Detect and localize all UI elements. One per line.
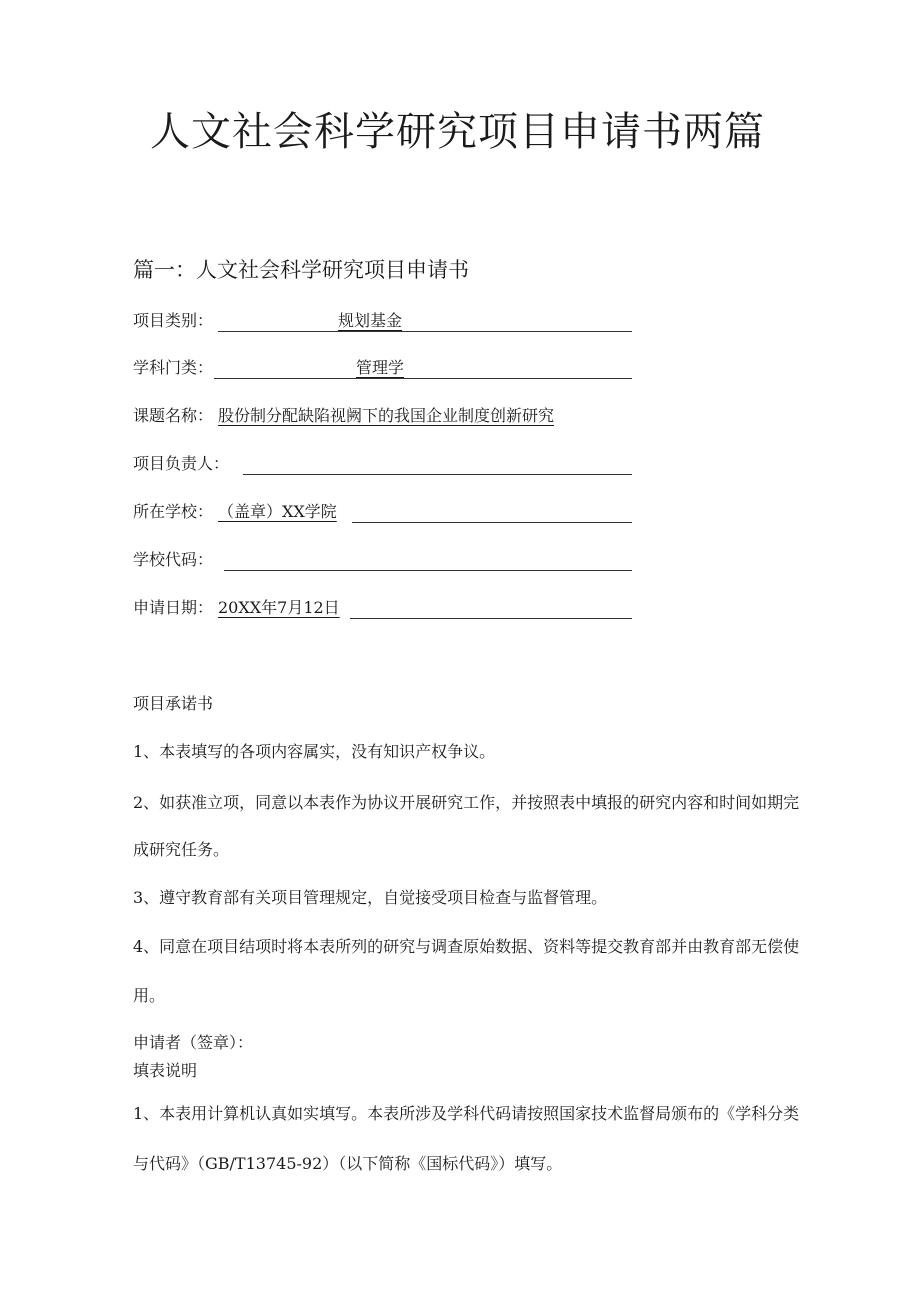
field-school-code <box>0 549 920 573</box>
field-underline <box>218 331 632 332</box>
field-value: （盖章）XX学院 <box>218 502 337 521</box>
field-label: 所在学校： <box>133 502 214 521</box>
field-underline <box>214 378 632 379</box>
field-topic-name <box>0 405 920 429</box>
instructions-item: 1、本表用计算机认真如实填写。本表所涉及学科代码请按照国家技术监督局颁布的《学科分类 <box>133 1104 800 1123</box>
field-school <box>0 501 920 525</box>
field-label: 项目负责人： <box>133 454 230 473</box>
field-label: 课题名称： <box>133 406 214 425</box>
pledge-heading: 项目承诺书 <box>133 694 214 713</box>
field-underline <box>350 618 632 619</box>
pledge-item: 2、如获准立项，同意以本表作为协议开展研究工作，并按照表中填报的研究内容和时间如期完 <box>133 793 800 812</box>
field-underline <box>243 474 632 475</box>
field-label: 申请日期： <box>133 598 214 617</box>
field-discipline <box>0 357 920 381</box>
section-subtitle: 篇一：人文社会科学研究项目申请书 <box>133 258 469 282</box>
pledge-signature: 申请者（签章）： <box>133 1033 254 1052</box>
pledge-item: 用。 <box>133 986 166 1005</box>
pledge-item: 3、遵守教育部有关项目管理规定，自觉接受项目检查与监督管理。 <box>133 888 608 907</box>
field-underline <box>224 570 632 571</box>
instructions-item: 与代码》（GB/T13745-92）（以下简称《国标代码》）填写。 <box>133 1154 563 1173</box>
document-title: 人文社会科学研究项目申请书两篇 <box>150 109 765 155</box>
field-value: 20XX年7月12日 <box>218 598 340 617</box>
pledge-item: 1、本表填写的各项内容属实，没有知识产权争议。 <box>133 742 496 761</box>
field-value: 股份制分配缺陷视阙下的我国企业制度创新研究 <box>218 406 555 425</box>
field-project-category <box>0 310 920 334</box>
field-label: 项目类别： <box>133 311 214 330</box>
pledge-item: 成研究任务。 <box>133 840 230 859</box>
pledge-item: 4、同意在项目结项时将本表所列的研究与调查原始数据、资料等提交教育部并由教育部无偿使 <box>133 937 800 956</box>
field-label: 学校代码： <box>133 550 214 569</box>
field-label: 学科门类： <box>133 358 214 377</box>
field-underline <box>352 522 632 523</box>
field-application-date <box>0 597 920 621</box>
field-project-leader <box>0 453 920 477</box>
field-value: 规划基金 <box>338 311 403 330</box>
field-value: 管理学 <box>356 358 405 377</box>
instructions-heading: 填表说明 <box>133 1061 198 1080</box>
